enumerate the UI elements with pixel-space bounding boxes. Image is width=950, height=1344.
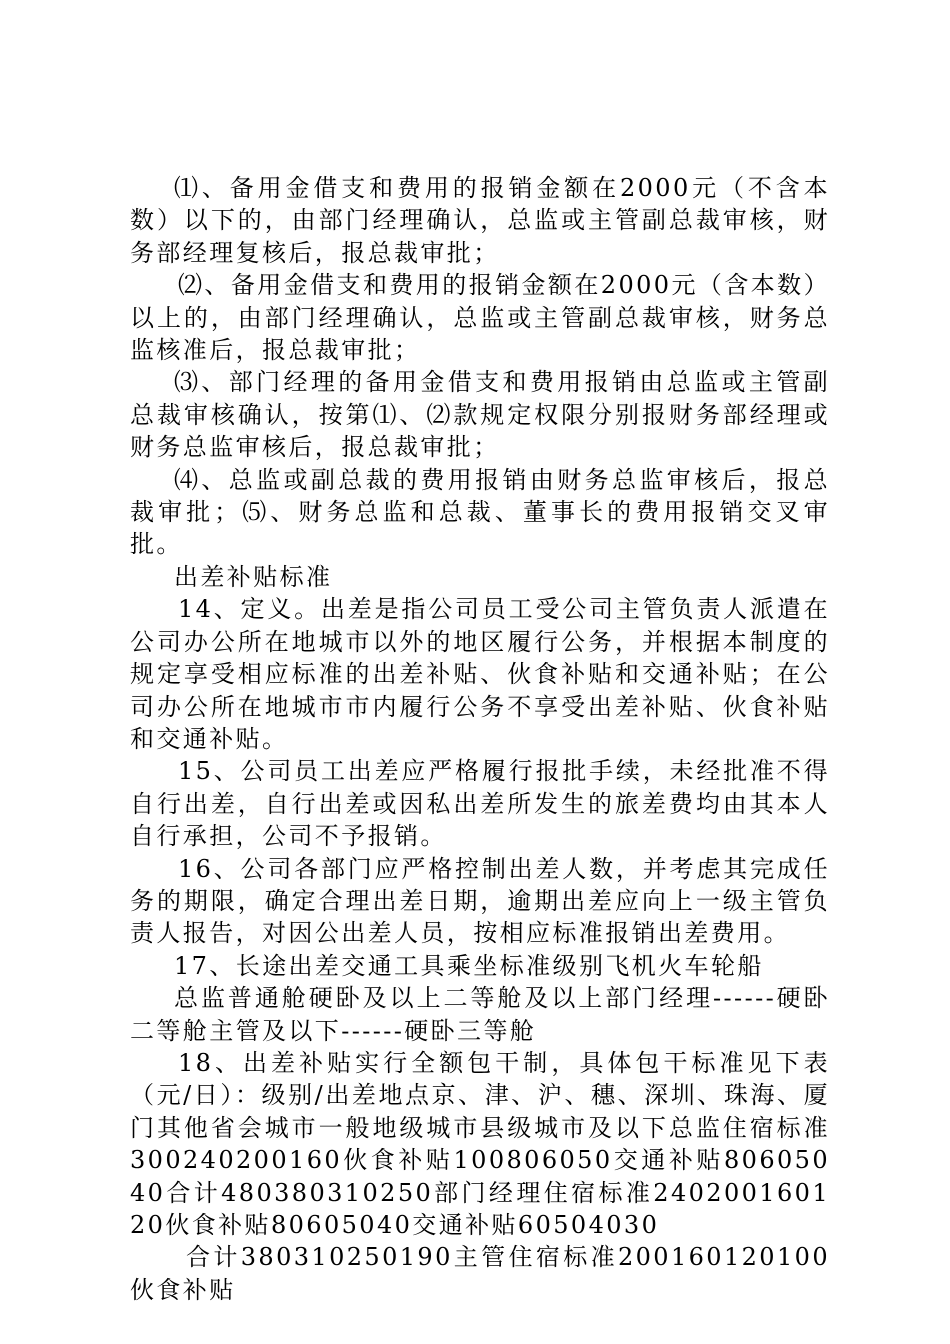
paragraph-article-14: 14、定义。出差是指公司员工受公司主管负责人派遣在公司办公所在地城市以外的地区履行公务，并根据本制度的规定享受相应标准的出差补贴、伙食补贴和交通补贴；在公司办公所在地城市市内履行公务不享受出差补贴、伙食补贴和交通补贴。	[130, 595, 830, 753]
paragraph-approval-3: ⑶、部门经理的备用金借支和费用报销由总监或主管副总裁审核确认，按第⑴、⑵款规定权限分别报财务部经理或财务总监审核后，报总裁审批；	[130, 368, 830, 462]
paragraph-article-15: 15、公司员工出差应严格履行报批手续，未经批准不得自行出差，自行出差或因私出差所发生的旅差费均由其本人自行承担，公司不予报销。	[130, 757, 830, 851]
paragraph-totals: 合计380310250190主管住宿标准200160120100伙食补贴	[130, 1243, 830, 1304]
paragraph-approval-4-5: ⑷、总监或副总裁的费用报销由财务总监审核后，报总裁审批；⑸、财务总监和总裁、董事长的费用报销交叉审批。	[130, 465, 830, 559]
paragraph-approval-2: ⑵、备用金借支和费用的报销金额在2000元（含本数）以上的，由部门经理确认，总监或主管副总裁审核，财务总监核准后，报总裁审批；	[130, 271, 830, 365]
paragraph-transport-standards: 总监普通舱硬卧及以上二等舱及以上部门经理------硬卧二等舱主管及以下------硬卧三等舱	[130, 984, 830, 1045]
section-heading-travel-allowance: 出差补贴标准	[174, 562, 333, 591]
paragraph-article-18: 18、出差补贴实行全额包干制，具体包干标准见下表（元/日）：级别/出差地点京、津、沪、穗、深圳、珠海、厦门其他省会城市一般地级城市县级城市及以下总监住宿标准300240200160伙食补贴100806050交通补贴80605040合计480380310250部门经理住宿标准240200160120伙食补贴80605040交通补贴60504030	[130, 1048, 830, 1239]
paragraph-article-16: 16、公司各部门应严格控制出差人数，并考虑其完成任务的期限，确定合理出差日期，逾期出差应向上一级主管负责人报告，对因公出差人员，按相应标准报销出差费用。	[130, 854, 830, 948]
paragraph-article-17: 17、长途出差交通工具乘坐标准级别飞机火车轮船	[174, 951, 764, 980]
paragraph-approval-1: ⑴、备用金借支和费用的报销金额在2000元（不含本数）以下的，由部门经理确认，总监或主管副总裁审核，财务部经理复核后，报总裁审批；	[130, 174, 830, 267]
document-body	[130, 172, 830, 1306]
